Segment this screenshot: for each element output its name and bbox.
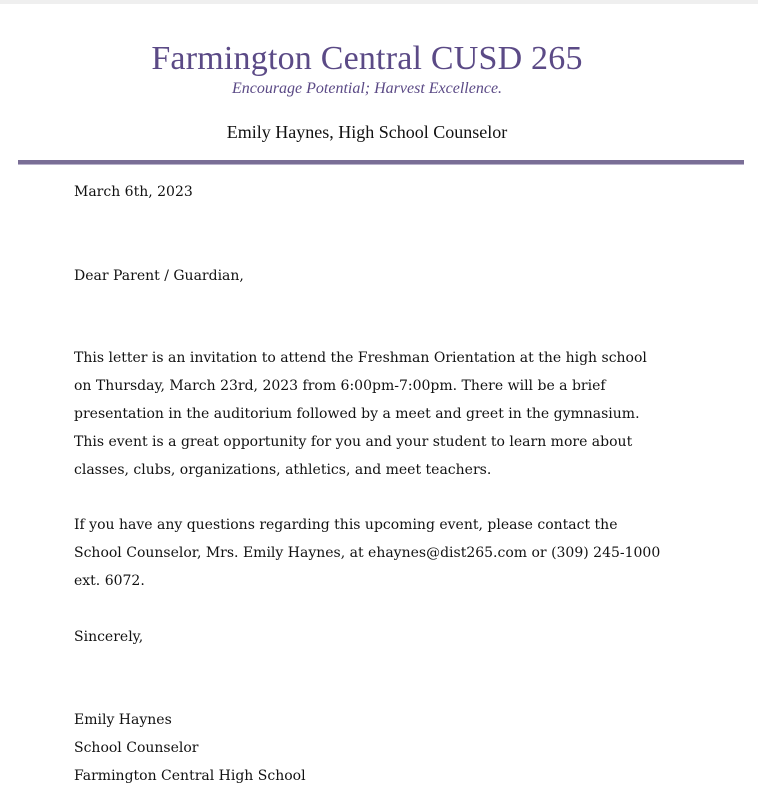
signature-school: Farmington Central High School [74, 768, 306, 784]
salutation: Dear Parent / Guardian, [74, 268, 244, 284]
header-rule [18, 160, 744, 165]
letterhead [0, 0, 758, 170]
signature-block [74, 706, 674, 790]
closing: Sincerely, [74, 629, 144, 645]
paragraph-contact: If you have any questions regarding this upcoming event, please contact the School Counselor, Mrs. Emily Haynes, at ehaynes@dist265.com or (309) 245-1000 ext. 6072. [74, 517, 661, 589]
paragraph-invitation: This letter is an invitation to attend the Freshman Orientation at the high school on Thursday, March 23rd, 2023 from 6:00pm-7:00pm. There will be a brief presentation in the auditorium followed by a meet and greet in the gymnasium. This event is a great opportunity for you and your student to learn more about classes, clubs, organizations, athletics, and meet teachers. [74, 350, 647, 478]
counselor-line: Emily Haynes, High School Counselor [226, 122, 508, 142]
org-name: Farmington Central CUSD 265 [151, 40, 583, 77]
motto: Encourage Potential; Harvest Excellence. [231, 80, 503, 97]
letter-date: March 6th, 2023 [74, 184, 193, 200]
signature-name: Emily Haynes [74, 712, 172, 728]
signature-title: School Counselor [74, 740, 199, 756]
